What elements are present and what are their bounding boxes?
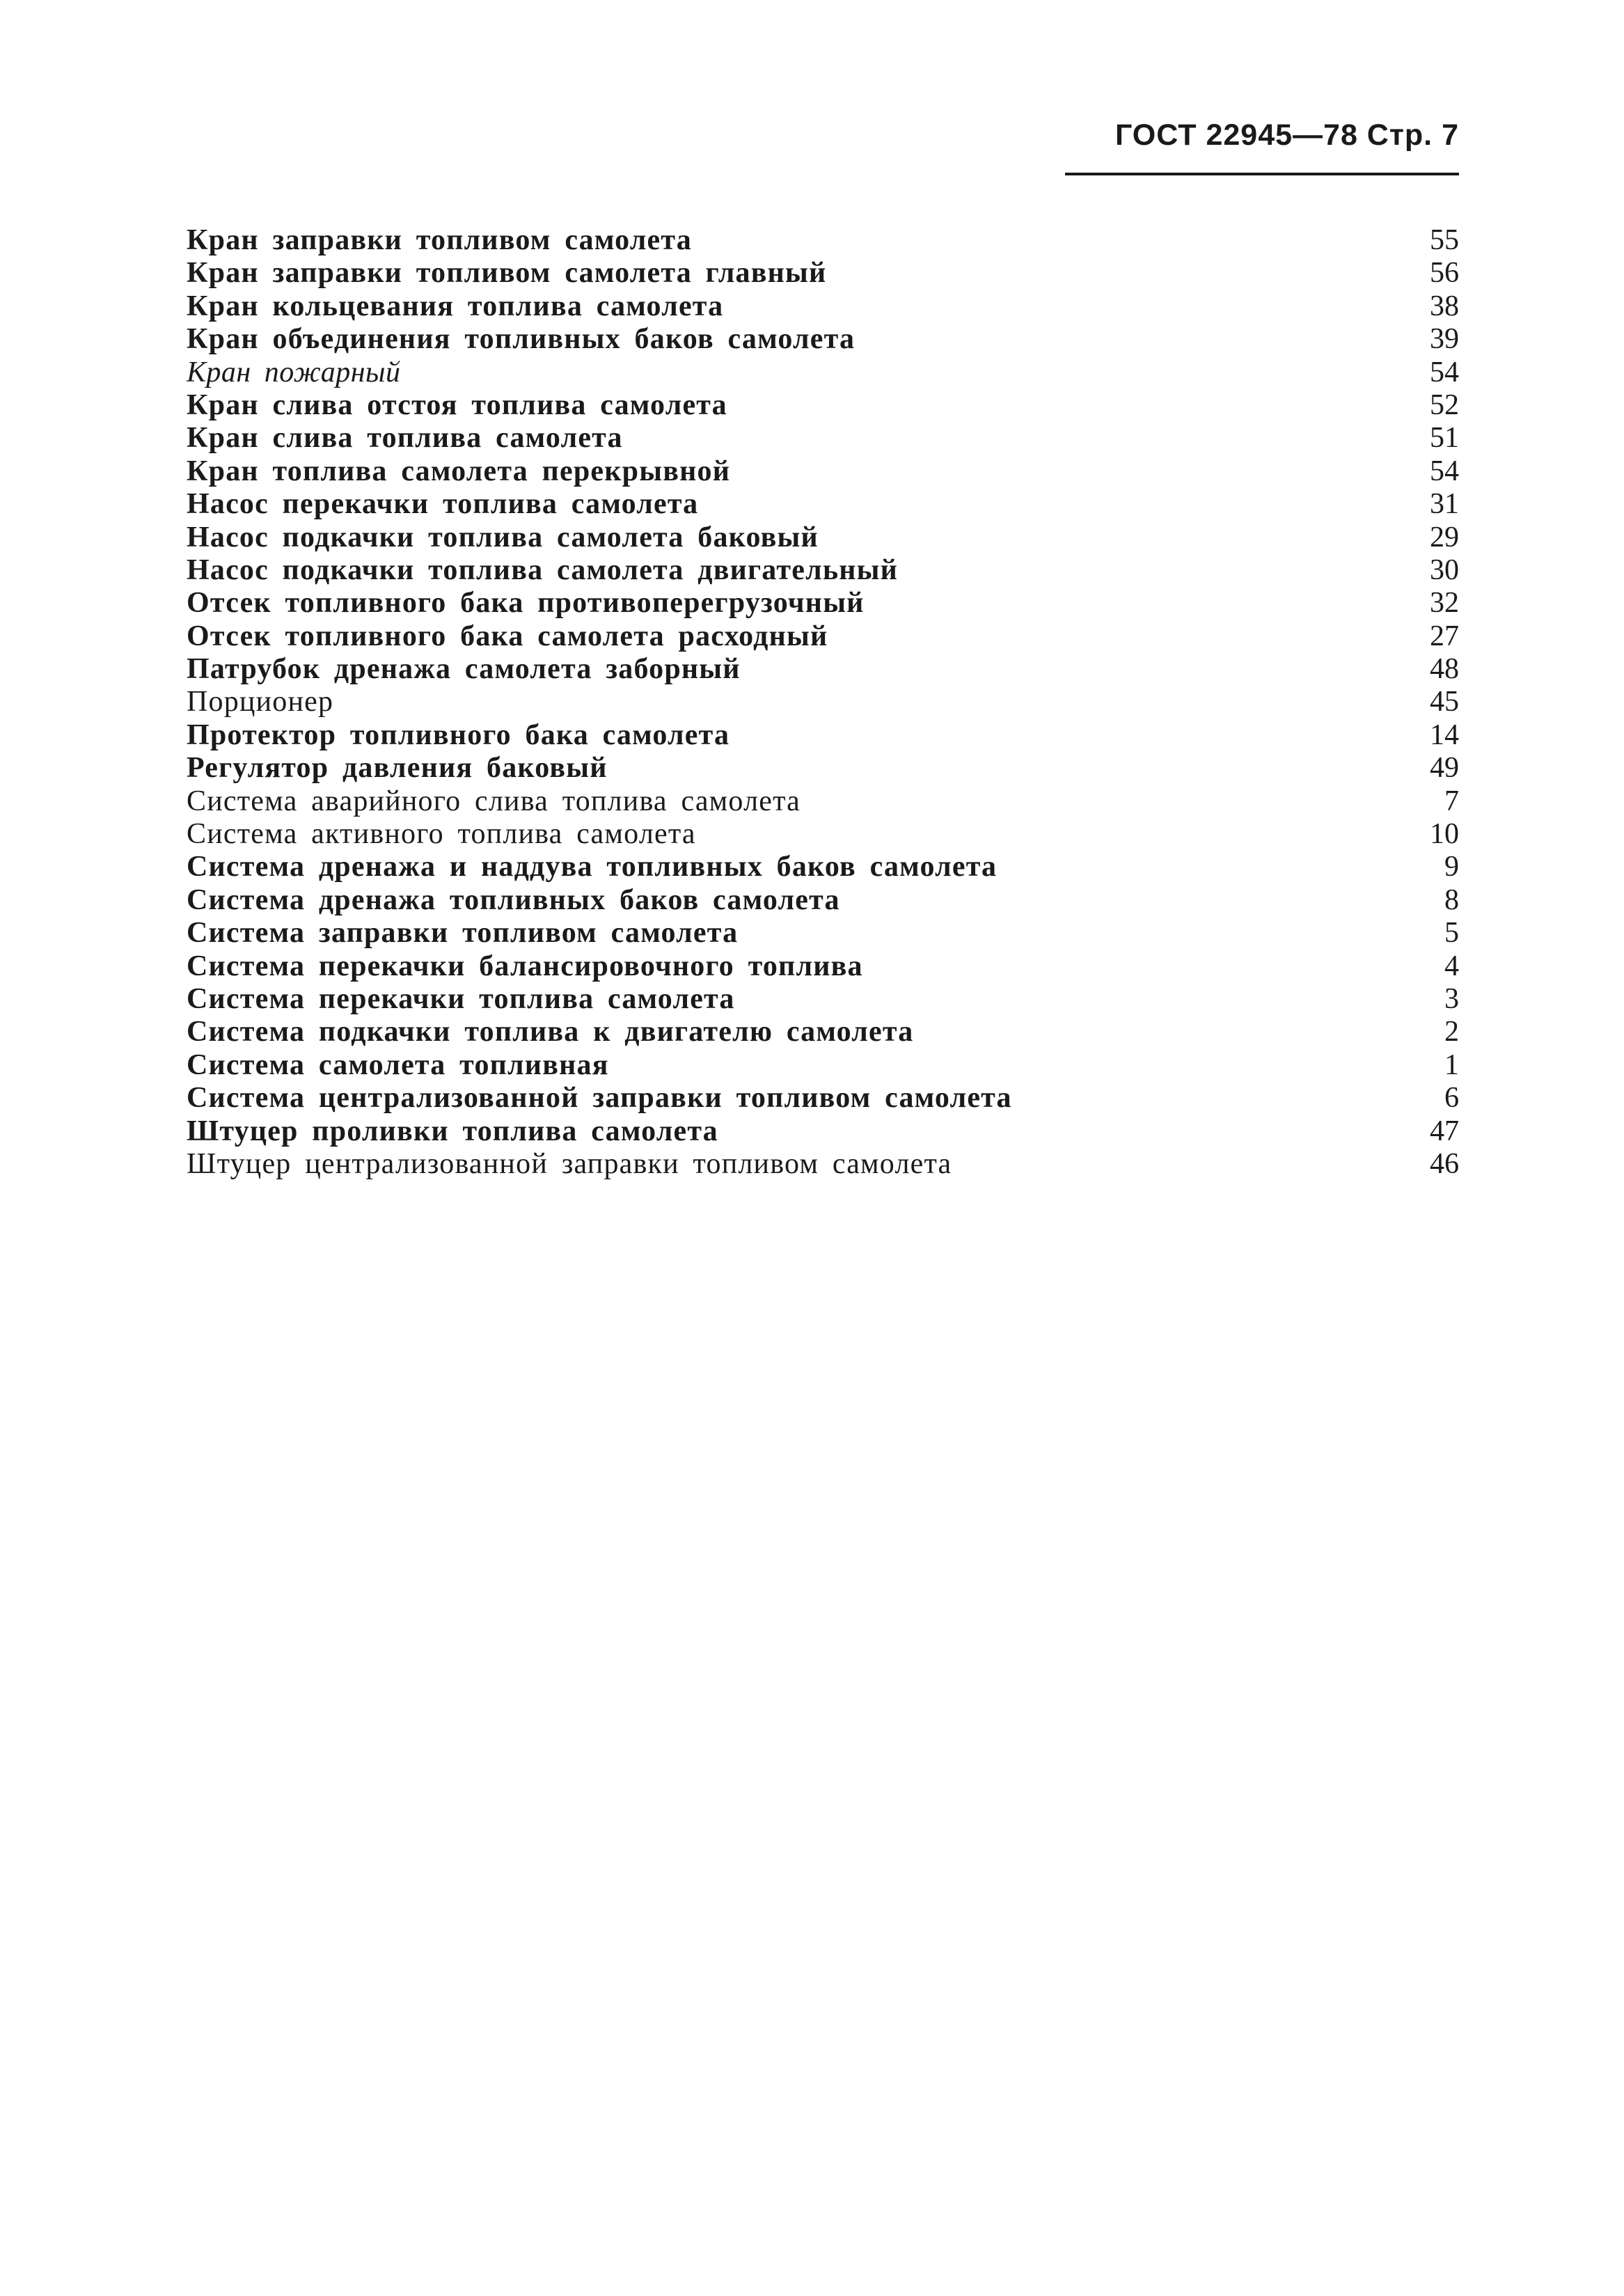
index-term: Штуцер централизованной заправки топливом самолета	[187, 1147, 952, 1180]
index-term: Штуцер проливки топлива самолета	[187, 1115, 718, 1147]
index-term: Система централизованной заправки топливом самолета	[187, 1082, 1012, 1115]
index-number: 51	[1430, 422, 1459, 455]
index-term: Регулятор давления баковый	[187, 752, 608, 785]
index-row	[187, 1148, 1459, 1181]
index-term: Насос подкачки топлива самолета баковый	[187, 521, 819, 553]
term-index-list	[187, 224, 1459, 1181]
index-number: 54	[1430, 455, 1459, 487]
index-term: Кран кольцевания топлива самолета	[187, 290, 724, 322]
index-number: 6	[1444, 1082, 1459, 1115]
index-number: 1	[1444, 1048, 1459, 1081]
index-number: 30	[1430, 553, 1459, 586]
index-term: Система активного топлива самолета	[187, 818, 696, 851]
index-row	[187, 719, 1459, 752]
index-number: 32	[1430, 587, 1459, 620]
index-number: 54	[1430, 356, 1459, 388]
index-row	[187, 224, 1459, 257]
index-number: 45	[1430, 686, 1459, 718]
index-row	[187, 950, 1459, 983]
index-term: Система заправки топливом самолета	[187, 917, 739, 950]
index-row	[187, 521, 1459, 554]
index-term: Система дренажа и наддува топливных баков самолета	[187, 851, 998, 883]
index-row	[187, 851, 1459, 883]
index-term: Кран слива отстоя топлива самолета	[187, 388, 727, 421]
index-number: 5	[1444, 917, 1459, 950]
index-number: 31	[1430, 488, 1459, 521]
index-row	[187, 818, 1459, 851]
index-term: Система подкачки топлива к двигателю самолета	[187, 1016, 914, 1048]
index-row	[187, 785, 1459, 818]
index-number: 8	[1444, 883, 1459, 916]
index-number: 52	[1430, 388, 1459, 421]
index-row	[187, 752, 1459, 785]
index-term: Система самолета топливная	[187, 1048, 609, 1081]
index-number: 47	[1430, 1115, 1459, 1147]
index-number: 29	[1430, 521, 1459, 553]
index-term: Кран заправки топливом самолета	[187, 224, 692, 256]
index-term: Система перекачки балансировочного топлива	[187, 950, 863, 982]
index-number: 7	[1444, 785, 1459, 817]
index-number: 56	[1430, 257, 1459, 290]
index-number: 39	[1430, 323, 1459, 356]
index-number: 49	[1430, 752, 1459, 785]
index-number: 38	[1430, 290, 1459, 322]
index-term: Кран заправки топливом самолета главный	[187, 257, 827, 290]
index-number: 9	[1444, 851, 1459, 883]
index-row	[187, 686, 1459, 718]
index-number: 2	[1444, 1016, 1459, 1048]
index-term: Кран пожарный	[187, 356, 401, 388]
index-term: Кран топлива самолета перекрывной	[187, 455, 731, 487]
index-row	[187, 257, 1459, 290]
index-row	[187, 620, 1459, 653]
index-row	[187, 290, 1459, 323]
index-term: Система перекачки топлива самолета	[187, 982, 735, 1015]
index-number: 27	[1430, 620, 1459, 652]
index-row	[187, 917, 1459, 950]
index-number: 48	[1430, 653, 1459, 686]
index-row	[187, 983, 1459, 1016]
index-term: Отсек топливного бака противоперегрузочный	[187, 587, 865, 620]
index-row	[187, 455, 1459, 488]
index-row	[187, 587, 1459, 620]
page-header: ГОСТ 22945—78 Стр. 7	[1115, 118, 1459, 152]
index-number: 10	[1430, 818, 1459, 851]
index-row	[187, 389, 1459, 422]
index-term: Насос перекачки топлива самолета	[187, 488, 699, 521]
index-number: 4	[1444, 950, 1459, 982]
index-row	[187, 554, 1459, 587]
index-term: Отсек топливного бака самолета расходный	[187, 620, 828, 652]
index-row	[187, 1049, 1459, 1082]
index-row	[187, 323, 1459, 356]
index-row	[187, 356, 1459, 389]
header-rule	[1065, 173, 1459, 175]
index-number: 14	[1430, 718, 1459, 751]
index-row	[187, 1115, 1459, 1148]
index-term: Порционер	[187, 686, 334, 718]
index-term: Протектор топливного бака самолета	[187, 718, 730, 751]
index-number: 55	[1430, 224, 1459, 256]
index-row	[187, 1082, 1459, 1115]
index-number: 3	[1444, 982, 1459, 1015]
index-row	[187, 1016, 1459, 1048]
index-term: Система дренажа топливных баков самолета	[187, 883, 840, 916]
index-term: Насос подкачки топлива самолета двигательный	[187, 553, 899, 586]
index-term: Кран слива топлива самолета	[187, 422, 623, 455]
index-term: Система аварийного слива топлива самолета	[187, 785, 801, 817]
index-term: Патрубок дренажа самолета заборный	[187, 653, 741, 686]
index-row	[187, 884, 1459, 917]
index-row	[187, 653, 1459, 686]
index-number: 46	[1430, 1147, 1459, 1180]
index-row	[187, 488, 1459, 521]
index-row	[187, 422, 1459, 455]
index-term: Кран объединения топливных баков самолета	[187, 323, 856, 356]
